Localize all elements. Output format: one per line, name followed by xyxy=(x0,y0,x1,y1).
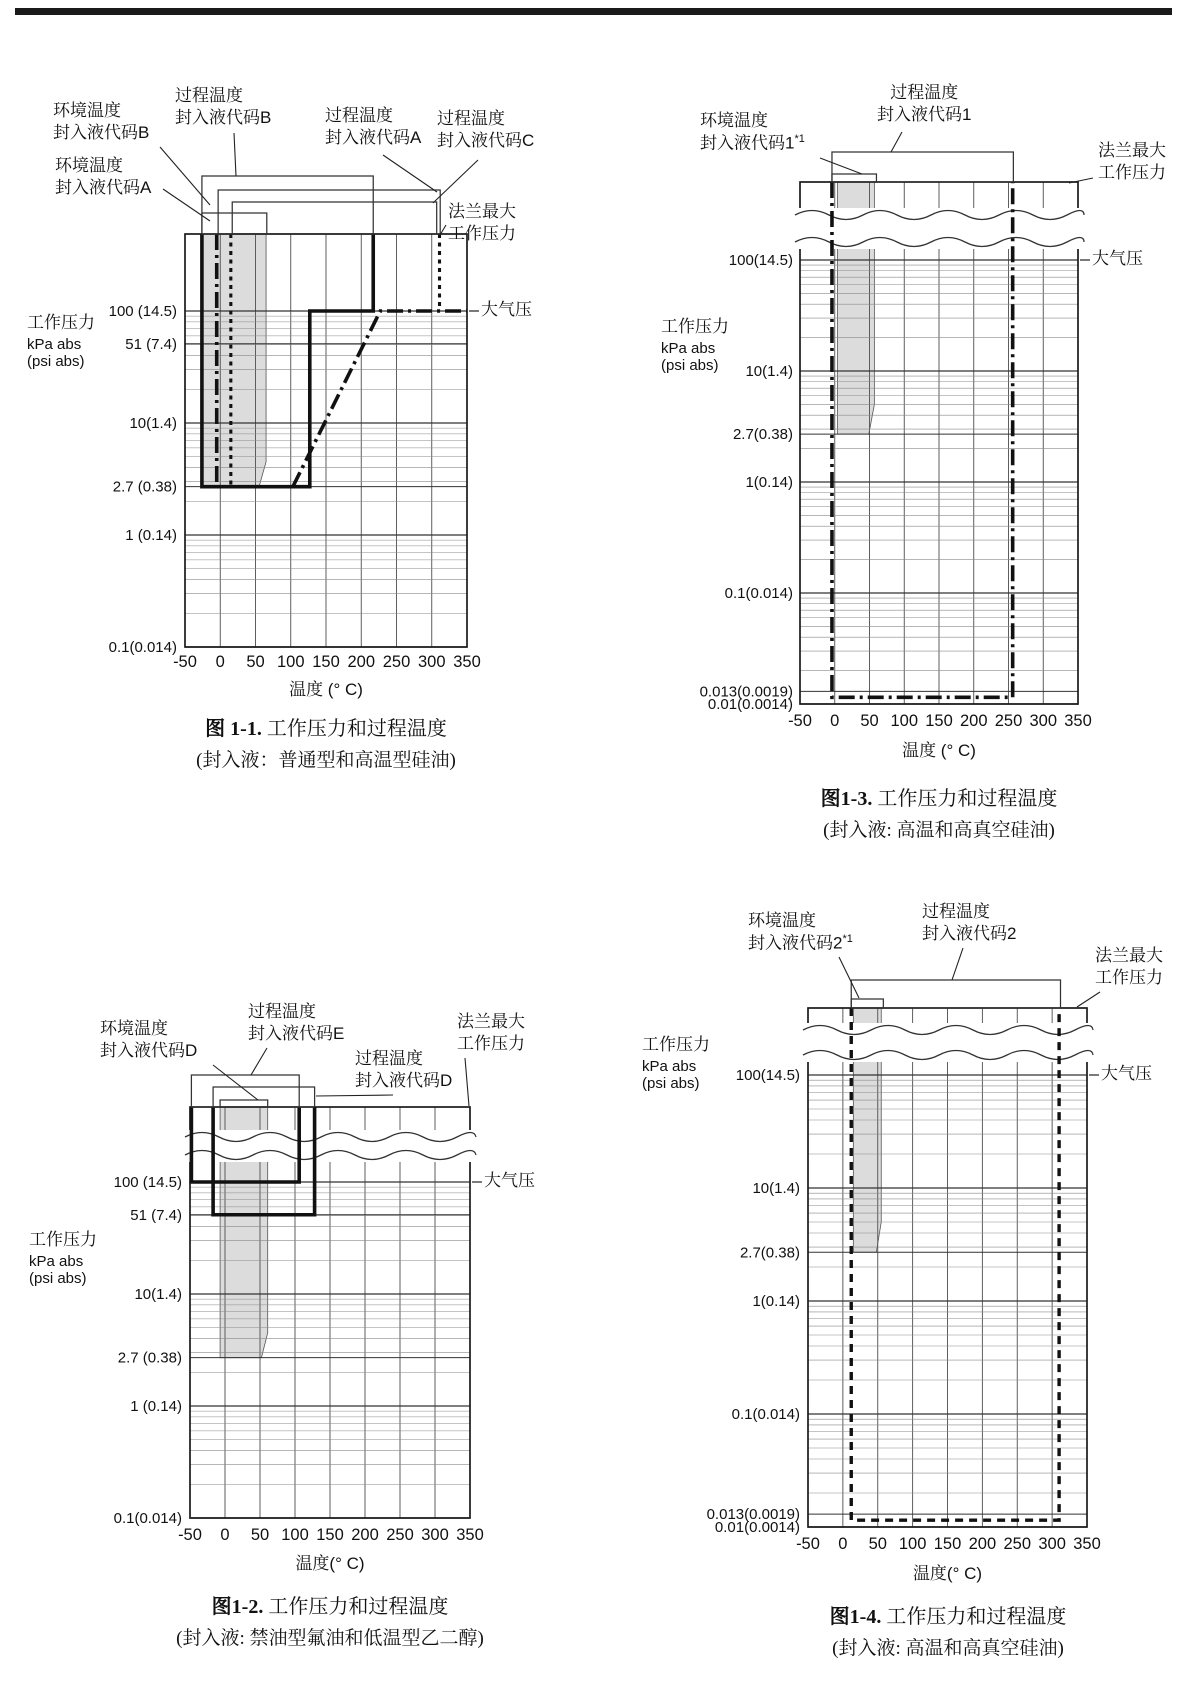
fig-1-2-leader-flange-max xyxy=(465,1058,469,1106)
y-tick-label: 1(0.14) xyxy=(745,474,793,491)
figure-caption-title: 图1-3. 工作压力和过程温度 xyxy=(820,788,1058,810)
figure-1-3-caption xyxy=(739,782,1139,842)
fig-1-1-callout-flange-max: 法兰最大 工作压力 xyxy=(448,202,516,243)
fig-1-3-leader-process-code-1 xyxy=(891,132,902,152)
x-tick-label: 250 xyxy=(386,1526,414,1544)
x-axis-title: 温度(° C) xyxy=(912,1564,983,1583)
fig-1-3-leader-ambient-code-1 xyxy=(820,158,862,174)
fig-1-3-callout-flange-max: 法兰最大 工作压力 xyxy=(1098,141,1166,182)
footnote-marker: *1 xyxy=(842,932,853,945)
fig-1-4-atmospheric-pressure-label: 大气压 xyxy=(1101,1064,1152,1083)
fig-1-4-callout-process-code-2: 过程温度 封入液代码2 xyxy=(922,902,1017,943)
x-tick-label: 350 xyxy=(1073,1535,1101,1553)
x-tick-label: -50 xyxy=(796,1535,820,1553)
y-axis-title: (psi abs) xyxy=(27,353,85,370)
fig-1-4-leader-flange-max xyxy=(1077,992,1100,1007)
figure-caption-subtitle: (封入液: 高温和高真空硅油) xyxy=(823,820,1055,841)
x-axis-title: 温度 (° C) xyxy=(902,741,976,760)
y-tick-label: 100 (14.5) xyxy=(108,303,177,320)
x-tick-label: 300 xyxy=(421,1526,449,1544)
fig-1-4-leader-process-code-2 xyxy=(952,948,963,980)
fig-1-4-callout-flange-max: 法兰最大 工作压力 xyxy=(1095,946,1163,987)
y-tick-label: 0.013(0.0019) xyxy=(706,1506,800,1524)
x-tick-label: 0 xyxy=(220,1526,230,1544)
x-tick-label: -50 xyxy=(173,653,197,671)
fig-1-4-leader-ambient-code-2 xyxy=(839,957,859,998)
fig-1-4-code-2-limit xyxy=(851,1008,1059,1520)
figure-1-4-chart xyxy=(630,835,1186,1593)
x-tick-label: 50 xyxy=(868,1535,887,1553)
fig-1-4-process-temp-code-2-box xyxy=(851,980,1060,1008)
x-tick-label: 250 xyxy=(1003,1535,1032,1553)
fig-1-4-callout-ambient-code-2: 环境温度 封入液代码2$^{*1}$ xyxy=(748,911,853,953)
fig-1-2-break-band xyxy=(185,1130,476,1162)
x-tick-label: -50 xyxy=(178,1526,202,1544)
fig-1-1-process-temp-code-b-box xyxy=(202,176,373,234)
x-tick-label: 100 xyxy=(281,1526,309,1544)
fig-1-3-gridlines xyxy=(800,182,1078,704)
y-axis-title: (psi abs) xyxy=(661,357,719,374)
y-tick-label: 100 (14.5) xyxy=(113,1174,182,1191)
y-tick-label: 1 (0.14) xyxy=(125,527,177,544)
figure-caption-title: 图1-4. 工作压力和过程温度 xyxy=(829,1606,1067,1628)
fig-1-2-process-temp-code-e-box xyxy=(191,1075,299,1107)
x-tick-label: 350 xyxy=(456,1526,484,1544)
fig-1-1-high-temp-silicone-limit xyxy=(293,311,467,487)
fig-1-4-break-band xyxy=(803,1023,1093,1062)
x-tick-label: 250 xyxy=(994,712,1023,730)
y-tick-label: 10(1.4) xyxy=(752,1180,800,1197)
y-axis-title: (psi abs) xyxy=(642,1075,700,1092)
y-axis-title: kPa abs xyxy=(29,1253,84,1270)
fig-1-2-callout-process-code-d: 过程温度 封入液代码D xyxy=(355,1049,453,1090)
fig-1-2-atmospheric-pressure-label: 大气压 xyxy=(484,1171,535,1190)
y-tick-label: 1(0.14) xyxy=(752,1293,800,1310)
fig-1-2-leader-ambient-code-d xyxy=(213,1065,258,1100)
y-axis-title: 工作压力 xyxy=(661,317,729,336)
x-tick-label: 150 xyxy=(316,1526,344,1544)
y-axis-title: 工作压力 xyxy=(29,1230,97,1249)
x-axis-title: 温度(° C) xyxy=(295,1554,365,1573)
x-tick-label: 100 xyxy=(890,712,919,730)
y-tick-label: 0.1(0.014) xyxy=(113,1510,182,1527)
x-tick-label: 0 xyxy=(215,653,225,671)
fig-1-2-callout-ambient-code-d: 环境温度 封入液代码D xyxy=(100,1019,198,1060)
fig-1-3-leader-flange-max xyxy=(1069,178,1093,183)
figure-1-2-chart xyxy=(25,915,560,1580)
x-tick-label: 0 xyxy=(838,1535,848,1553)
x-tick-label: 250 xyxy=(382,653,411,671)
x-tick-label: 200 xyxy=(959,712,988,730)
x-tick-label: 200 xyxy=(968,1535,997,1553)
y-tick-label: 0.01(0.0014) xyxy=(714,1519,800,1536)
x-tick-label: 300 xyxy=(1038,1535,1066,1553)
x-tick-label: 200 xyxy=(351,1526,379,1544)
fig-1-2-ambient-temp-code-d-box xyxy=(220,1100,268,1107)
fig-1-1-process-temp-code-a-box xyxy=(218,190,440,234)
y-tick-label: 10(1.4) xyxy=(745,363,793,380)
figure-caption-title: 图 1-1. 工作压力和过程温度 xyxy=(205,718,447,740)
fig-1-3-process-temp-code-1-box xyxy=(832,152,1013,182)
y-tick-label: 2.7(0.38) xyxy=(732,426,793,444)
figure-caption-title: 图1-2. 工作压力和过程温度 xyxy=(211,1596,449,1618)
figure-1-1-caption xyxy=(126,712,526,772)
page-top-rule xyxy=(15,8,1172,15)
fig-1-3-callout-ambient-code-1: 环境温度 封入液代码1$^{*1}$ xyxy=(700,111,805,153)
fig-1-2-callout-flange-max: 法兰最大 工作压力 xyxy=(457,1012,525,1053)
figure-caption-subtitle: (封入液：普通型和高温型硅油) xyxy=(196,750,456,771)
x-tick-label: 50 xyxy=(246,653,265,671)
x-tick-label: 300 xyxy=(1029,712,1058,730)
fig-1-4-ambient-temp-code-2-box xyxy=(851,999,883,1008)
y-tick-label: 100(14.5) xyxy=(728,252,793,269)
fig-1-1-leader-process-code-b xyxy=(234,133,236,176)
x-tick-label: 100 xyxy=(276,653,305,671)
fig-1-1-callout-process-code-a: 过程温度 封入液代码A xyxy=(325,106,422,147)
fig-1-3-callout-process-code-1: 过程温度 封入液代码1 xyxy=(877,83,972,124)
x-axis-title: 温度 (° C) xyxy=(289,680,363,699)
y-tick-label: 2.7 (0.38) xyxy=(117,1349,182,1367)
y-tick-label: 0.1(0.014) xyxy=(108,639,177,656)
y-axis-title: 工作压力 xyxy=(27,313,95,332)
fig-1-1-ambient-operating-region xyxy=(202,234,266,487)
x-tick-label: 100 xyxy=(898,1535,927,1553)
y-tick-label: 10(1.4) xyxy=(134,1286,182,1303)
fig-1-2-leader-process-code-e xyxy=(251,1048,267,1075)
x-tick-label: 150 xyxy=(925,712,953,730)
fig-1-1-callout-process-code-c: 过程温度 封入液代码C xyxy=(437,109,535,150)
y-tick-label: 51 (7.4) xyxy=(125,335,177,353)
fig-1-1-leader-ambient-code-a xyxy=(163,189,210,221)
fig-1-2-leader-process-code-d xyxy=(316,1095,393,1096)
figure-caption-subtitle: (封入液: 禁油型氟油和低温型乙二醇) xyxy=(176,1628,484,1649)
fig-1-1-callout-ambient-code-b: 环境温度 封入液代码B xyxy=(53,101,150,142)
x-tick-label: 350 xyxy=(453,653,481,671)
y-tick-label: 10(1.4) xyxy=(129,415,177,432)
figure-1-1-chart xyxy=(25,75,560,720)
y-tick-label: 2.7 (0.38) xyxy=(112,478,177,496)
x-tick-label: 50 xyxy=(860,712,879,730)
y-tick-label: 100(14.5) xyxy=(735,1067,800,1084)
figure-caption-subtitle: (封入液: 高温和高真空硅油) xyxy=(832,1638,1064,1659)
fig-1-1-leader-process-code-a xyxy=(383,155,437,192)
y-tick-label: 0.1(0.014) xyxy=(731,1406,800,1423)
x-tick-label: 200 xyxy=(347,653,376,671)
fig-1-1-callout-ambient-code-a: 环境温度 封入液代码A xyxy=(55,156,152,197)
y-axis-title: kPa abs xyxy=(661,340,716,357)
y-tick-label: 0.01(0.0014) xyxy=(707,696,793,713)
fig-1-1-atmospheric-pressure-label: 大气压 xyxy=(481,300,532,319)
figure-1-4-caption xyxy=(748,1600,1148,1660)
fig-1-1-callout-process-code-b: 过程温度 封入液代码B xyxy=(175,86,272,127)
y-tick-label: 1 (0.14) xyxy=(130,1398,182,1415)
fig-1-3-atmospheric-pressure-label: 大气压 xyxy=(1092,249,1143,268)
y-tick-label: 0.1(0.014) xyxy=(724,585,793,602)
x-tick-label: 350 xyxy=(1064,712,1092,730)
fig-1-1-leader-process-code-c xyxy=(433,160,478,203)
y-tick-label: 51 (7.4) xyxy=(130,1206,182,1224)
x-tick-label: 300 xyxy=(417,653,446,671)
x-tick-label: 150 xyxy=(312,653,340,671)
figure-1-2-caption xyxy=(130,1590,530,1650)
figure-1-3-chart xyxy=(615,70,1187,770)
y-tick-label: 0.013(0.0019) xyxy=(699,683,793,701)
footnote-marker: *1 xyxy=(794,132,805,145)
y-axis-title: 工作压力 xyxy=(642,1035,710,1054)
fig-1-1-ambient-temp-code-a-box xyxy=(202,213,267,234)
y-axis-title: kPa abs xyxy=(27,336,82,353)
x-tick-label: 0 xyxy=(830,712,840,730)
y-axis-title: kPa abs xyxy=(642,1058,697,1075)
x-tick-label: -50 xyxy=(788,712,812,730)
fig-1-1-process-temp-code-c-box xyxy=(232,202,436,234)
fig-1-3-break-band xyxy=(795,208,1084,249)
y-axis-title: (psi abs) xyxy=(29,1270,87,1287)
fig-1-3-ambient-temp-code-1-box xyxy=(832,174,876,182)
x-tick-label: 50 xyxy=(250,1526,270,1544)
y-tick-label: 2.7(0.38) xyxy=(739,1244,800,1262)
x-tick-label: 150 xyxy=(933,1535,962,1553)
fig-1-2-callout-process-code-e: 过程温度 封入液代码E xyxy=(248,1002,345,1043)
